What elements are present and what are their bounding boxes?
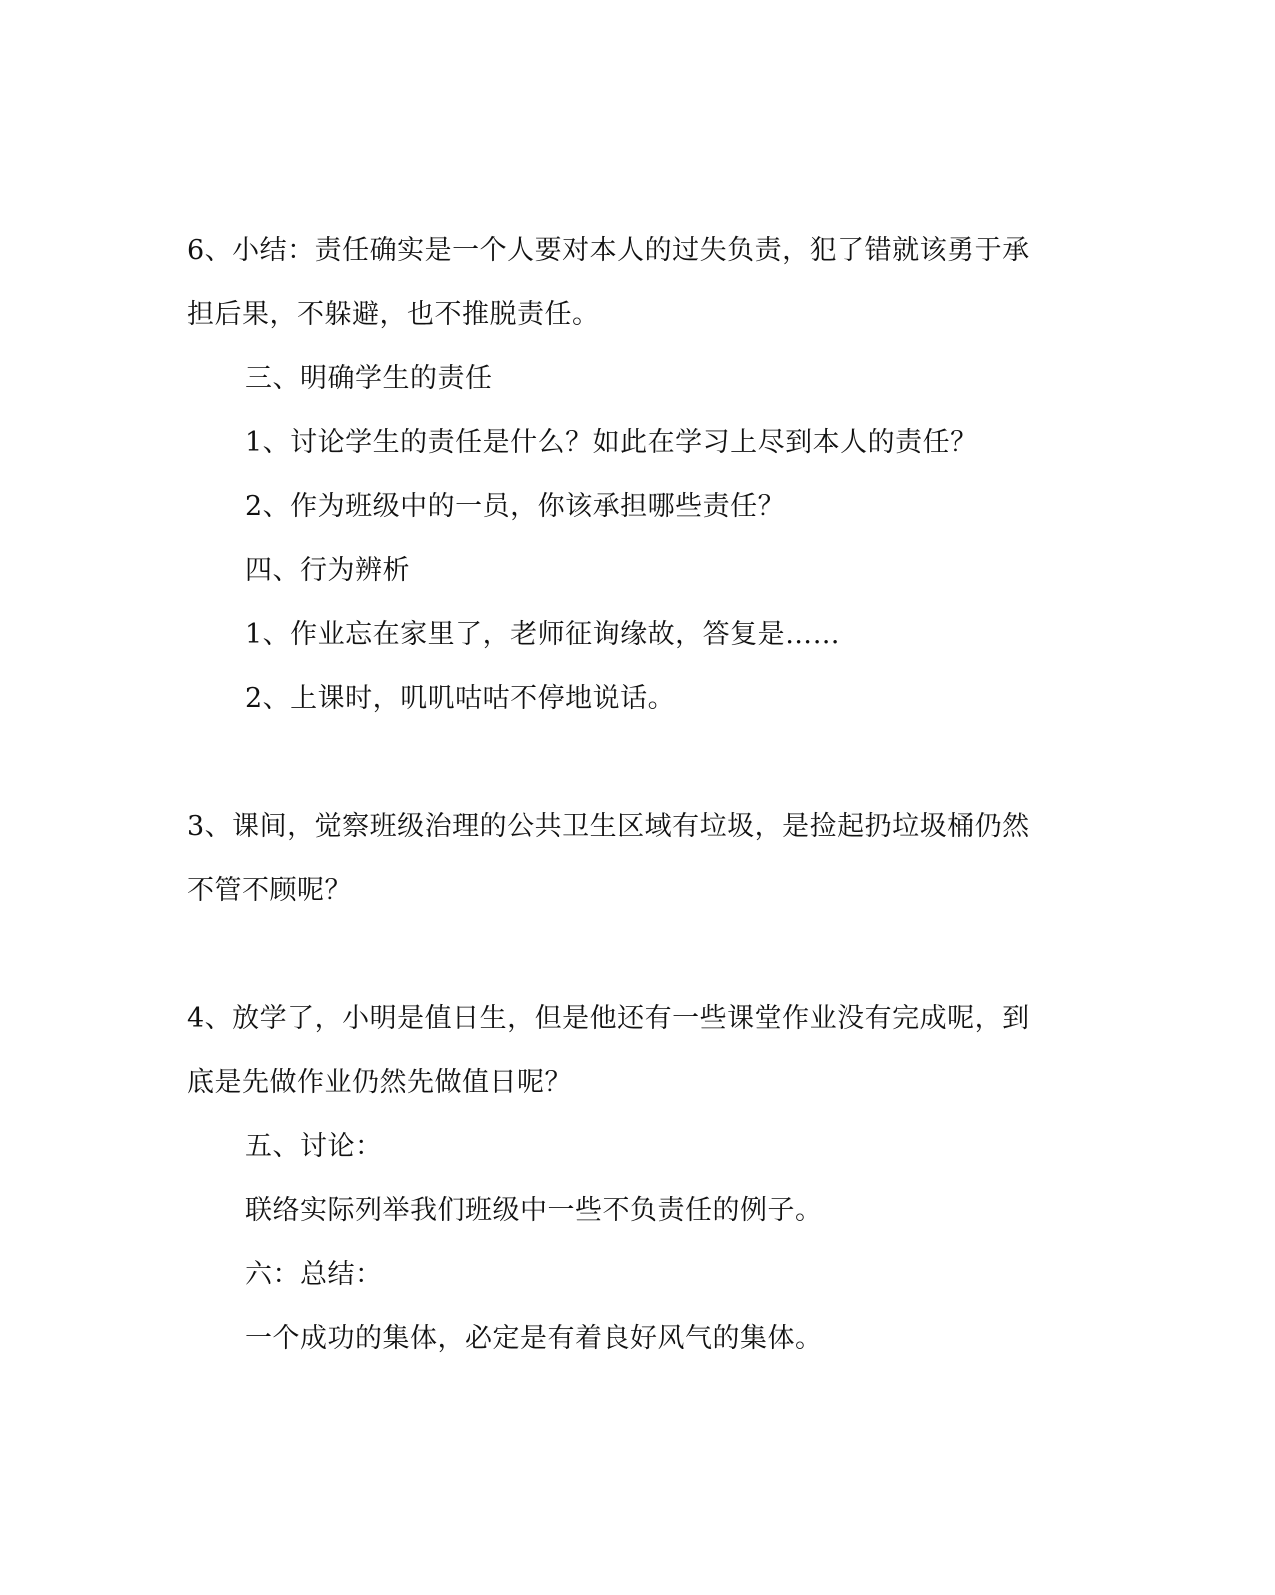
- section-heading-4: 四、行为辨析: [245, 555, 410, 586]
- paragraph-summary-line-2: 担后果，不躲避，也不推脱责任。: [187, 299, 600, 330]
- list-item: 4、放学了，小明是值日生，但是他还有一些课堂作业没有完成呢，到: [187, 1003, 1030, 1034]
- list-item-continuation: 底是先做作业仍然先做值日呢？: [187, 1067, 572, 1098]
- list-item: 1、作业忘在家里了，老师征询缘故，答复是……: [245, 619, 841, 650]
- list-item: 2、作为班级中的一员，你该承担哪些责任？: [245, 491, 786, 522]
- paragraph-summary-line-1: 6、小结：责任确实是一个人要对本人的过失负责，犯了错就该勇于承: [187, 235, 1030, 266]
- paragraph: 一个成功的集体，必定是有着良好风气的集体。: [245, 1323, 823, 1354]
- section-heading-5: 五、讨论：: [245, 1131, 383, 1162]
- section-heading-6: 六：总结：: [245, 1259, 383, 1290]
- list-item-continuation: 不管不顾呢？: [187, 875, 352, 906]
- paragraph: 联络实际列举我们班级中一些不负责任的例子。: [245, 1195, 823, 1226]
- list-item: 2、上课时，叽叽咕咕不停地说话。: [245, 683, 676, 714]
- section-heading-3: 三、明确学生的责任: [245, 363, 493, 394]
- list-item: 3、课间，觉察班级治理的公共卫生区域有垃圾，是捡起扔垃圾桶仍然: [187, 811, 1030, 842]
- list-item: 1、讨论学生的责任是什么？如此在学习上尽到本人的责任？: [245, 427, 978, 458]
